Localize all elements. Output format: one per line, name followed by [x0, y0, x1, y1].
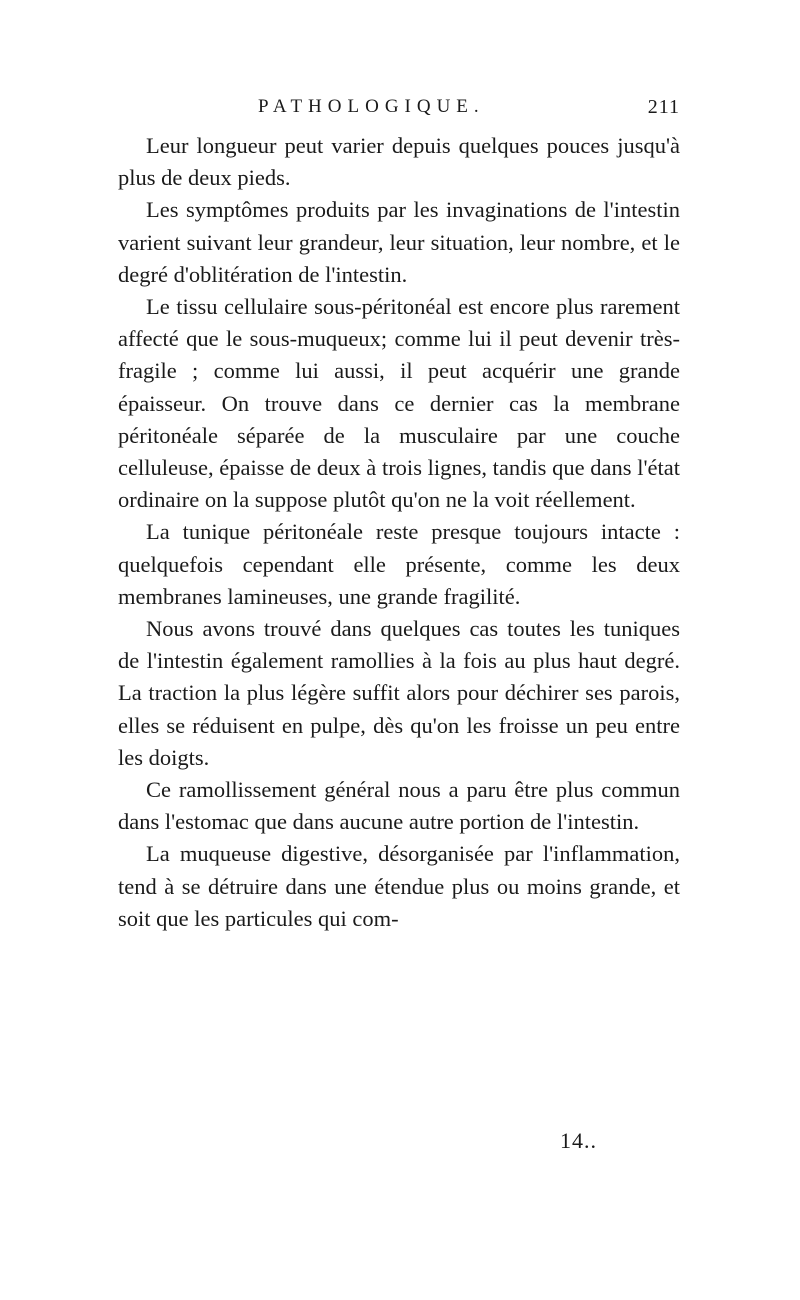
paragraph: La muqueuse digestive, désorganisée par l'inflammation, tend à se détruire dans une étendue plus ou moins grande, et soit que les particules qui com-	[118, 841, 680, 931]
paragraph: La tunique péritonéale reste presque toujours intacte : quelquefois cependant elle présente, comme les deux membranes lamineuses, une grande fragilité.	[118, 519, 680, 609]
body-text	[118, 130, 680, 935]
running-head	[118, 96, 680, 126]
paragraph: Les symptômes produits par les invaginations de l'intestin varient suivant leur grandeur, leur situation, leur nombre, et le degré d'oblitération de l'intestin.	[118, 197, 680, 287]
signature-mark: 14..	[560, 1128, 597, 1153]
page-number: 211	[647, 96, 680, 118]
paragraph: Nous avons trouvé dans quelques cas toutes les tuniques de l'intestin également ramollies à la fois au plus haut degré. La traction la plus légère suffit alors pour déchirer ses parois, elles se réduisent en pulpe, dès qu'on les froisse un peu entre les doigts.	[118, 616, 680, 770]
paragraph: Leur longueur peut varier depuis quelques pouces jusqu'à plus de deux pieds.	[118, 133, 680, 191]
paragraph: Le tissu cellulaire sous-péritonéal est encore plus rarement affecté que le sous-muqueux; comme lui il peut devenir très-fragile ; comme lui aussi, il peut acquérir une grande épaisseur. On trouve dans ce dernier cas la membrane péritonéale séparée de la musculaire par une couche celluleuse, épaisse de deux à trois lignes, tandis que dans l'état ordinaire on la suppose plutôt qu'on ne la voit réellement.	[118, 294, 680, 513]
running-title: PATHOLOGIQUE.	[258, 96, 485, 117]
paragraph: Ce ramollissement général nous a paru être plus commun dans l'estomac que dans aucune autre portion de l'intestin.	[118, 777, 680, 835]
